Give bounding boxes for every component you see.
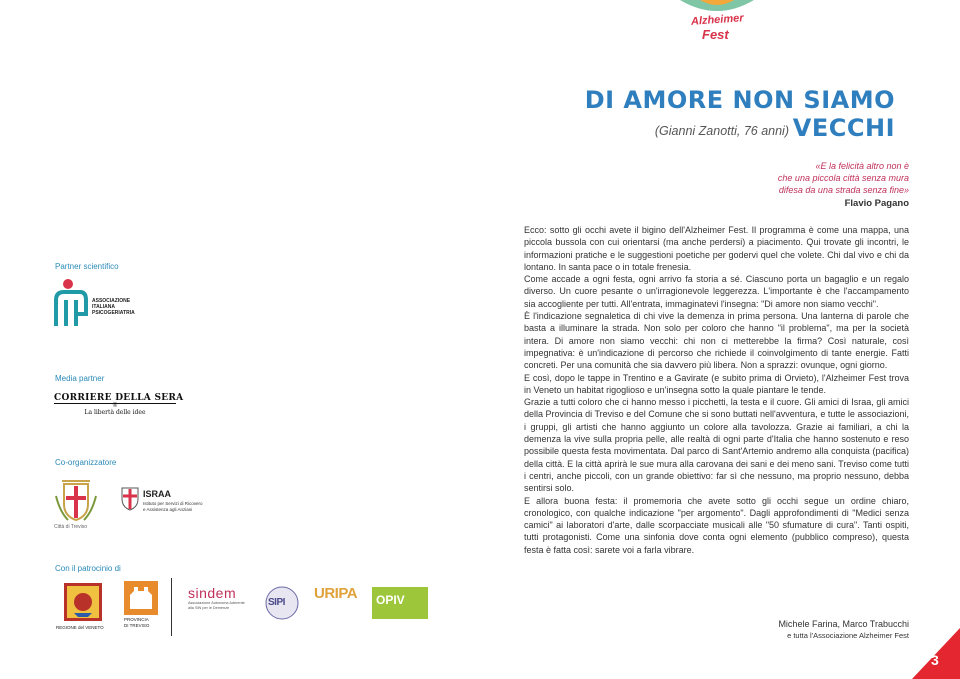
israa-name: ISRAA — [143, 489, 172, 499]
corriere-mark: ® — [112, 403, 118, 409]
signature-association: e tutta l'Associazione Alzheimer Fest — [787, 631, 909, 640]
sindem-sub1: Associazione Autonoma Aderente — [188, 601, 245, 605]
provincia-caption2: DI TREVISO — [124, 622, 150, 628]
sipi-logo — [264, 583, 300, 623]
sindem-name: sindem — [188, 585, 237, 601]
paragraph-5: Grazie a tutti coloro che ci hanno messo i picchetti, la testa e il cuore. Gli amici di Israa, gli amici della Provincia di Treviso e del Comune che si sono buttati nell'avventura, e tutte le associazioni, i gruppi, gli artisti che hanno aggiunto un colore alla tavolozza. Grazie ai familiari, a chi la demenza la vive sulla propria pelle, alle realtà di ogni parte d'Italia che hanno sostenuto e reso possibile questa festa movimentata. Dal parco di Sant'Artemio andremo alla conquista (pacifica) della città. E la città aprirà le sue mura alla carovana dei sani e dei meno sani. Treviso come tutti i centri, anche piccoli, con un grande obiettivo: far sì che nessuno, ma proprio nessuno, debba sentirsi solo. — [524, 397, 909, 494]
aip-logo — [54, 278, 144, 330]
sindem-sub2: alla SIN per le Demenze — [188, 605, 230, 610]
aip-text2: ITALIANA — [92, 304, 115, 310]
opi-name: OPIV — [376, 593, 405, 607]
logo-line2: Fest — [702, 27, 729, 42]
quote-line3: difesa da una strada senza fine» — [778, 185, 909, 195]
provincia-treviso-logo — [124, 581, 160, 633]
quote-line2: che una piccola città senza mura — [777, 173, 909, 183]
alzheimer-fest-logo — [672, 0, 762, 48]
paragraph-2: Come accade a ogni festa, ogni arrivo fa storia a sé. Ciascuno porta un bagaglio e un regalo diverso. Un cuore pesante o un'irragionevole leggerezza. L'importante è che l'accampamento sia accogliente per tutti. All'entrata, immaginatevi l'insegna: "Di amore non siamo vecchi". — [524, 274, 909, 309]
aip-text3: PSICOGERIATRIA — [92, 310, 135, 316]
quote-line1: «E la felicità altro non è — [815, 161, 909, 171]
treviso-caption: Città di Treviso — [54, 524, 88, 530]
regione-caption: REGIONE del VENETO — [56, 625, 104, 630]
page-number: 3 — [931, 652, 939, 668]
paragraph-4: E così, dopo le tappe in Trentino e a Gavirate (e subito prima di Orvieto), l'Alzheimer Fest trova in Veneto un habitat rigoglioso e un'insegna sotto la quale piantare le tende. — [524, 372, 909, 395]
corriere-name: CORRIERE DELLA SERA — [54, 393, 184, 403]
sipi-name: SIPI — [268, 597, 285, 608]
patronage-label: Con il patrocinio di — [55, 564, 121, 573]
israa-logo — [121, 487, 221, 521]
israa-sub1: Istituto per Servizi di Ricovero — [143, 501, 203, 506]
regione-veneto-logo — [54, 583, 114, 633]
epigraph-quote — [700, 160, 909, 196]
aip-text1: ASSOCIAZIONE — [92, 298, 131, 304]
sindem-logo — [188, 585, 258, 615]
patronage-divider — [171, 578, 172, 636]
israa-sub2: e Assistenza agli Anziani — [143, 506, 193, 512]
article-body — [524, 224, 909, 556]
treviso-logo — [54, 476, 102, 534]
paragraph-3: È l'indicazione segnaletica di chi vive la demenza in prima persona. Una lanterna di parole che basta a illuminare la strada. Non solo per coloro che hanno "il problema", ma per la società intera. Di amore non siamo vecchi: chi non ci metterebbe la firma? Così naturale, così impegnativa: è un'indicazione di percorso che richiede il coinvolgimento di tante energie. Fatti concreti. Per una comunità che sia davvero più libera. Non a sprazzi: ovunque, ogni giorno. — [524, 311, 909, 371]
coorganizer-label: Co-organizzatore — [55, 458, 117, 467]
uripa-logo — [314, 585, 356, 615]
partner-label: Partner scientifico — [55, 262, 119, 271]
opi-logo — [372, 587, 428, 619]
article-title: DI AMORE NON SIAMO VECCHI — [584, 86, 895, 142]
corriere-logo — [54, 393, 184, 423]
article-author: (Gianni Zanotti, 76 anni) — [654, 124, 789, 138]
corriere-tagline: La libertà delle idee — [84, 409, 146, 416]
signature-names: Michele Farina, Marco Trabucchi — [778, 619, 909, 629]
logo-line1: Alzheimer — [690, 12, 744, 28]
provincia-caption1: PROVINCIA — [124, 617, 149, 622]
quote-author: Flavio Pagano — [844, 198, 909, 209]
paragraph-6: E allora buona festa: il promemoria che avete sotto gli occhi segue un ordine chiaro, cronologico, con qualche indicazione "per argomento". Dagli approfondimenti di "Medici senza camici" ai laboratori d'arte, dalle scorpacciate musicali alle "50 sfumature di cura". Tanti ospiti, tutti protagonisti. Come una sinfonia dove conta ogni elemento (pubblico compreso), questa festa è fatta così: sarete voi a farla vibrare. — [524, 495, 909, 555]
media-partner-label: Media partner — [55, 374, 105, 383]
paragraph-1: Ecco: sotto gli occhi avete il bigino dell'Alzheimer Fest. Il programma è come una mappa, una piccola bussola con cui orientarsi (ma anche perdersi) a piacimento. Qui trovate gli incontri, le informazioni pratiche e le suggestioni poetiche per godervi quel che volete. Chi dal vivo e chi da lontano. In santa pace o in totale frenesia. — [524, 225, 909, 272]
uripa-name: URIPA — [314, 585, 358, 602]
